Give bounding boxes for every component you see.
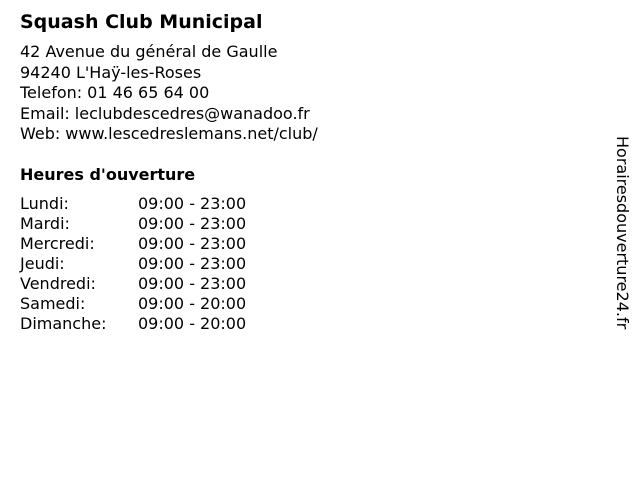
time-range: 09:00 - 23:00 — [138, 253, 247, 273]
email-row — [20, 104, 580, 125]
time-range: 09:00 - 20:00 — [138, 293, 247, 313]
day-label: Mercredi: — [20, 233, 95, 253]
hours-row-wednesday — [20, 234, 580, 254]
email-label: Email: — [20, 103, 70, 123]
phone-row — [20, 83, 580, 104]
opening-hours-heading: Heures d'ouverture — [20, 164, 196, 184]
day-label: Vendredi: — [20, 273, 96, 293]
web-row — [20, 124, 580, 145]
hours-row-tuesday — [20, 214, 580, 234]
day-label: Samedi: — [20, 293, 86, 313]
time-range: 09:00 - 23:00 — [138, 273, 247, 293]
time-range: 09:00 - 23:00 — [138, 193, 247, 213]
day-label: Dimanche: — [20, 313, 107, 333]
time-range: 09:00 - 23:00 — [138, 233, 247, 253]
time-range: 09:00 - 20:00 — [138, 313, 247, 333]
phone-number[interactable]: 01 46 65 64 00 — [87, 83, 210, 102]
day-label: Jeudi: — [20, 253, 65, 273]
web-label: Web: — [20, 124, 61, 143]
time-range: 09:00 - 23:00 — [138, 213, 247, 233]
business-card — [20, 10, 580, 334]
hours-row-sunday — [20, 314, 580, 334]
hours-row-saturday — [20, 294, 580, 314]
address-line-1: 42 Avenue du général de Gaulle — [20, 42, 278, 61]
site-watermark: Horairesdouverture24.fr — [613, 136, 632, 330]
hours-row-friday — [20, 274, 580, 294]
business-name: Squash Club Municipal — [20, 11, 263, 33]
hours-row-thursday — [20, 254, 580, 274]
address-line-2: 94240 L'Haÿ-les-Roses — [20, 62, 202, 82]
day-label: Lundi: — [20, 193, 69, 213]
email-link[interactable]: leclubdescedres@wanadoo.fr — [74, 103, 310, 123]
phone-label: Telefon: — [20, 83, 83, 102]
day-label: Mardi: — [20, 213, 70, 233]
opening-hours-list — [20, 194, 580, 334]
hours-row-monday — [20, 194, 580, 214]
website-link[interactable]: www.lescedreslemans.net/club/ — [65, 124, 318, 143]
